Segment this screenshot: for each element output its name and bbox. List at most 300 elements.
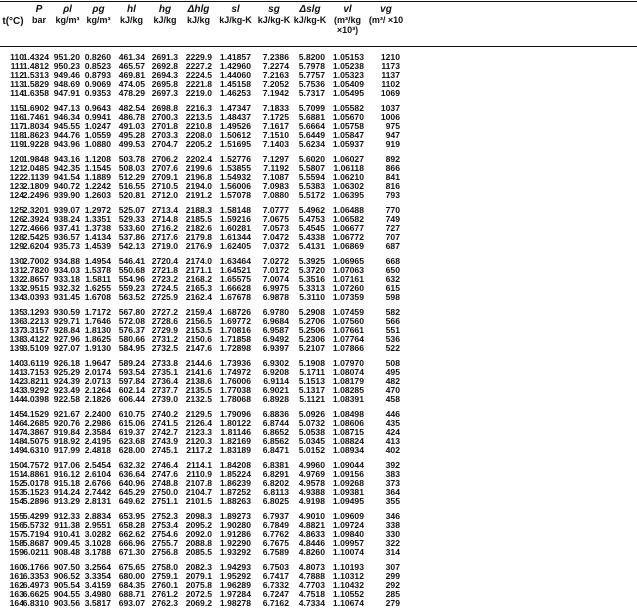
table-cell: 1.87252 [219, 487, 251, 498]
table-cell: 4.7703 [298, 580, 325, 591]
table-cell: 892 [385, 154, 400, 164]
table-cell: 491.03 [118, 121, 145, 132]
table-cell: 2755.7 [151, 538, 178, 549]
temperature-cell: 148 [9, 436, 24, 447]
table-cell: 1.47347 [219, 103, 251, 113]
table-cell: 2210.8 [185, 121, 212, 132]
table-cell: 458 [385, 394, 400, 405]
table-cell: 1.08934 [332, 445, 364, 456]
table-cell: 4.8633 [298, 529, 325, 540]
temperature-cell: 138 [9, 334, 24, 345]
table-cell: 1.66628 [219, 283, 251, 294]
table-cell: 636.64 [118, 469, 145, 480]
table-cell: 435 [385, 418, 400, 429]
table-cell: 866 [385, 163, 400, 174]
table-cell: 907.50 [53, 562, 80, 572]
table-cell: 6.9780 [262, 307, 289, 317]
column-header [291, 5, 329, 25]
table-cell: 1.10432 [332, 580, 364, 591]
table-cell: 1.05323 [332, 70, 364, 81]
table-cell: 2695.8 [151, 79, 178, 90]
temperature-cell: 125 [9, 205, 24, 215]
table-cell: 944.76 [53, 130, 80, 141]
table-cell: 2.6104 [84, 469, 111, 480]
table-cell: 5.3925 [298, 256, 325, 266]
table-cell: 2069.2 [185, 598, 212, 608]
temperature-cell: 151 [9, 469, 24, 480]
table-cell: 1.05153 [332, 52, 364, 62]
table-cell: 2.4666 [22, 223, 49, 234]
table-cell: 1.3351 [84, 214, 111, 225]
table-cell: 7.2274 [262, 61, 289, 72]
table-cell: 3.1788 [84, 547, 111, 558]
table-cell: 680.00 [118, 571, 145, 582]
table-cell: 2095.2 [185, 520, 212, 531]
table-cell: 3.3157 [22, 325, 49, 336]
table-cell: 6.1766 [22, 562, 49, 572]
table-cell: 1.7461 [22, 112, 49, 123]
table-cell: 1.09268 [332, 478, 364, 489]
table-cell: 1.61344 [219, 232, 251, 243]
table-cell: 1006 [380, 112, 400, 123]
table-cell: 920.76 [53, 418, 80, 429]
table-cell: 5.6881 [298, 112, 325, 123]
table-cell: 1.05495 [332, 88, 364, 99]
table-cell: 1.6902 [22, 103, 49, 113]
table-cell: 5.4962 [298, 205, 325, 215]
table-cell: 2162.4 [185, 292, 212, 303]
table-cell: 2.7820 [22, 265, 49, 276]
temperature-cell: 120 [9, 154, 24, 164]
table-cell: 542.13 [118, 241, 145, 252]
table-cell: 6.8113 [263, 487, 289, 498]
column-unit: kJ/kg [119, 15, 143, 25]
table-cell: 628.00 [118, 445, 145, 456]
table-cell: 5.3516 [298, 274, 325, 285]
table-cell: 910.41 [53, 529, 80, 540]
column-unit: kg/m³ [55, 15, 80, 25]
table-cell: 6.9878 [262, 292, 289, 303]
table-cell: 7.2052 [262, 79, 289, 90]
table-cell: 6.7675 [262, 538, 289, 549]
table-cell: 707 [385, 232, 400, 243]
column-header [25, 5, 53, 25]
temperature-cell: 144 [9, 394, 24, 405]
temperature-cell: 154 [9, 496, 24, 507]
table-cell: 5.4338 [298, 232, 325, 243]
table-cell: 7.0880 [262, 190, 289, 201]
temperature-cell: 152 [9, 478, 24, 489]
table-cell: 2194.0 [185, 181, 212, 192]
temperature-cell: 164 [9, 598, 24, 608]
temperature-cell: 135 [9, 307, 24, 317]
temperature-cell: 146 [9, 418, 24, 429]
table-cell: 915.18 [53, 478, 80, 489]
table-cell: 1.80122 [219, 418, 251, 429]
table-cell: 606.44 [118, 394, 145, 405]
table-cell: 1.06118 [333, 163, 364, 174]
table-cell: 6.7589 [262, 547, 289, 558]
table-cell: 1.58148 [219, 205, 251, 215]
table-cell: 1.9647 [84, 358, 111, 368]
table-cell: 6.8381 [262, 460, 289, 470]
table-cell: 1.08074 [332, 367, 364, 378]
table-cell: 2.1139 [23, 172, 49, 183]
table-cell: 4.9578 [298, 478, 325, 489]
temperature-cell: 129 [9, 241, 24, 252]
table-cell: 3.0282 [84, 529, 111, 540]
table-cell: 2182.6 [185, 223, 212, 234]
table-row [0, 547, 637, 557]
table-cell: 1.5811 [85, 274, 111, 285]
temperature-cell: 162 [9, 580, 24, 591]
table-cell: 4.8446 [298, 538, 325, 549]
table-cell: 1.1545 [84, 163, 111, 174]
table-cell: 1.95292 [219, 571, 251, 582]
table-cell: 3.7153 [22, 367, 49, 378]
table-cell: 7.2163 [262, 70, 289, 81]
table-cell: 551 [385, 325, 400, 336]
temperature-column-label: t(°C) [2, 16, 24, 27]
table-cell: 6.4973 [22, 580, 49, 591]
table-cell: 916.12 [53, 469, 80, 480]
table-cell: 2219.0 [185, 88, 212, 99]
table-cell: 1.72898 [219, 343, 251, 354]
temperature-cell: 156 [9, 520, 24, 531]
table-cell: 2191.2 [185, 190, 212, 201]
table-cell: 5.7194 [22, 529, 49, 540]
table-cell: 4.7888 [298, 571, 325, 582]
table-cell: 2753.4 [151, 520, 178, 531]
table-cell: 2171.1 [185, 265, 212, 276]
table-cell: 939.07 [53, 205, 80, 215]
temperature-cell: 132 [9, 274, 24, 285]
table-row [0, 241, 637, 251]
table-cell: 474.05 [118, 79, 145, 90]
table-cell: 932.32 [53, 283, 80, 294]
table-cell: 6.9302 [262, 358, 289, 368]
table-cell: 6.7332 [262, 580, 289, 591]
table-cell: 2731.2 [151, 334, 178, 345]
table-cell: 2075.8 [185, 580, 212, 591]
table-cell: 3.4980 [84, 589, 111, 600]
table-cell: 2724.5 [151, 283, 178, 294]
table-cell: 338 [385, 520, 400, 531]
table-cell: 2725.9 [151, 292, 178, 303]
table-cell: 383 [385, 469, 400, 480]
table-cell: 4.8260 [298, 547, 325, 558]
table-cell: 6.9114 [263, 376, 289, 387]
table-cell: 5.6449 [298, 130, 325, 141]
table-row [0, 394, 637, 404]
table-cell: 2129.5 [185, 409, 212, 419]
table-cell: 925.29 [53, 367, 80, 378]
table-cell: 4.9960 [298, 460, 325, 470]
table-cell: 6.8291 [262, 469, 289, 480]
table-cell: 1.09495 [332, 496, 364, 507]
table-cell: 2082.3 [185, 562, 212, 572]
table-cell: 3.3354 [84, 571, 111, 582]
table-cell: 943.16 [53, 154, 80, 164]
table-cell: 1.3738 [84, 223, 111, 234]
temperature-cell: 128 [9, 232, 24, 243]
table-cell: 6.7849 [262, 520, 289, 531]
table-cell: 7.1725 [262, 112, 289, 123]
table-cell: 1.70816 [219, 325, 251, 336]
table-cell: 2732.5 [151, 343, 178, 354]
table-cell: 931.45 [53, 292, 80, 303]
table-cell: 1.9848 [22, 154, 49, 164]
table-cell: 939.90 [53, 190, 80, 201]
temperature-cell: 122 [9, 172, 24, 183]
table-cell: 1137 [381, 70, 400, 81]
temperature-cell: 163 [9, 589, 24, 600]
table-cell: 2754.6 [151, 529, 178, 540]
table-cell: 904.55 [53, 589, 80, 600]
table-cell: 1.64521 [219, 265, 251, 276]
table-cell: 942.35 [53, 163, 80, 174]
table-cell: 1.1208 [84, 154, 111, 164]
table-cell: 446 [385, 409, 400, 419]
table-cell: 917.06 [53, 460, 80, 470]
table-cell: 632 [385, 274, 400, 285]
temperature-cell: 153 [9, 487, 24, 498]
temperature-cell: 133 [9, 283, 24, 294]
temperature-cell: 112 [10, 70, 24, 81]
table-cell: 2229.9 [185, 52, 212, 62]
table-cell: 1.5378 [84, 265, 111, 276]
column-symbol: sg [268, 4, 280, 15]
table-cell: 0.9941 [84, 112, 111, 123]
table-cell: 1.06395 [332, 190, 364, 201]
table-cell: 279 [385, 598, 400, 608]
column-unit: kJ/kg [186, 15, 210, 25]
table-cell: 1.08285 [332, 385, 364, 396]
table-cell: 619.37 [118, 427, 145, 438]
table-cell: 1173 [381, 61, 400, 72]
table-cell: 2110.9 [186, 469, 212, 480]
temperature-cell: 157 [9, 529, 24, 540]
table-cell: 566 [385, 316, 400, 327]
table-cell: 2.9515 [22, 283, 49, 294]
table-cell: 402 [385, 445, 400, 456]
table-cell: 2199.6 [185, 163, 212, 174]
column-header [148, 5, 182, 25]
table-cell: 598 [385, 292, 400, 303]
table-cell: 7.0777 [262, 205, 289, 215]
table-cell: 392 [385, 460, 400, 470]
table-cell: 1.08824 [332, 436, 364, 447]
temperature-cell: 116 [10, 112, 24, 123]
table-cell: 2751.1 [151, 496, 178, 507]
table-cell: 2759.1 [151, 571, 178, 582]
table-cell: 927.07 [53, 343, 80, 354]
table-cell: 2.1826 [84, 394, 111, 405]
table-cell: 949.46 [53, 70, 80, 81]
table-cell: 2.8657 [22, 274, 49, 285]
table-cell: 307 [385, 562, 400, 572]
table-cell: 576.37 [118, 325, 145, 336]
column-unit: kJ/kg-K [219, 15, 252, 25]
table-row [0, 88, 637, 98]
table-cell: 3.2213 [22, 316, 49, 327]
column-header [255, 5, 293, 25]
table-cell: 906.52 [53, 571, 80, 582]
table-cell: 2694.3 [151, 70, 178, 81]
table-cell: 5.1317 [298, 385, 325, 396]
table-cell: 948.69 [53, 79, 80, 90]
temperature-cell: 141 [9, 367, 24, 378]
table-cell: 1.2242 [84, 181, 111, 192]
table-cell: 1.1889 [84, 172, 111, 183]
table-cell: 1.92290 [219, 538, 251, 549]
table-cell: 1.63464 [219, 256, 251, 266]
table-cell: 2760.1 [151, 580, 178, 591]
table-cell: 688.71 [118, 589, 145, 600]
table-cell: 5.0732 [298, 418, 325, 429]
table-cell: 1210 [380, 52, 400, 62]
temperature-cell: 110 [10, 52, 24, 62]
table-cell: 1.10193 [332, 562, 364, 572]
table-cell: 5.3313 [298, 283, 325, 294]
table-cell: 1.98278 [219, 598, 251, 608]
table-cell: 2.7002 [22, 256, 49, 266]
table-cell: 6.9397 [262, 343, 289, 354]
table-cell: 2761.2 [151, 589, 178, 600]
table-cell: 947.91 [53, 88, 80, 99]
table-cell: 793 [385, 190, 400, 201]
table-cell: 2.5454 [84, 460, 111, 470]
table-cell: 3.6119 [23, 358, 49, 368]
column-header [368, 5, 404, 25]
column-header [51, 5, 84, 25]
table-cell: 2736.4 [151, 376, 178, 387]
table-cell: 2196.8 [185, 172, 212, 183]
table-cell: 770 [385, 205, 400, 215]
table-cell: 1.57078 [219, 190, 251, 201]
temperature-cell: 117 [10, 121, 24, 132]
table-cell: 2079.1 [185, 571, 212, 582]
table-cell: 927.96 [53, 334, 80, 345]
table-cell: 7.0573 [262, 223, 289, 234]
table-cell: 1.45158 [219, 79, 251, 90]
column-symbol: vl [343, 4, 352, 15]
table-cell: 917.99 [53, 445, 80, 456]
table-cell: 346 [385, 511, 400, 521]
table-cell: 615 [385, 283, 400, 294]
table-cell: 465.57 [118, 61, 145, 72]
table-cell: 909.45 [53, 538, 80, 549]
table-cell: 1.67678 [219, 292, 251, 303]
table-cell: 520.81 [118, 190, 145, 201]
table-cell: 5.2107 [298, 343, 325, 354]
table-cell: 0.8793 [84, 70, 111, 81]
table-cell: 1.07063 [332, 265, 364, 276]
table-cell: 930.59 [53, 307, 80, 317]
table-cell: 5.1908 [298, 358, 325, 368]
table-cell: 299 [385, 571, 400, 582]
temperature-cell: 113 [10, 79, 24, 90]
table-cell: 7.1192 [263, 163, 289, 174]
table-cell: 1.86239 [219, 478, 251, 489]
table-cell: 7.1510 [262, 130, 289, 141]
table-cell: 2185.5 [185, 214, 212, 225]
table-cell: 2745.1 [151, 445, 178, 456]
table-cell: 2716.2 [151, 223, 178, 234]
table-cell: 4.7334 [298, 598, 325, 608]
column-symbol: ρg [92, 4, 105, 15]
table-cell: 5.0152 [298, 445, 325, 456]
table-cell: 2.2400 [84, 409, 111, 419]
table-cell: 2727.2 [151, 307, 178, 317]
table-cell: 2153.5 [185, 325, 212, 336]
table-cell: 4.8073 [298, 562, 325, 572]
table-cell: 5.7099 [298, 103, 325, 113]
table-cell: 905.54 [53, 580, 80, 591]
table-cell: 5.4131 [298, 241, 325, 252]
table-cell: 5.0178 [22, 478, 49, 489]
table-cell: 940.72 [53, 181, 80, 192]
table-cell: 5.2506 [298, 325, 325, 336]
table-cell: 2701.8 [151, 121, 178, 132]
table-cell: 1.0247 [84, 121, 111, 132]
table-cell: 2.7442 [84, 487, 111, 498]
table-cell: 2132.5 [185, 394, 212, 405]
table-cell: 1.82169 [219, 436, 251, 447]
table-cell: 1.0559 [84, 130, 111, 141]
table-cell: 1.06869 [332, 241, 364, 252]
temperature-cell: 150 [9, 460, 24, 470]
table-cell: 6.9975 [262, 283, 289, 294]
table-cell: 632.32 [118, 460, 145, 470]
table-cell: 2700.3 [151, 112, 178, 123]
table-cell: 6.8836 [262, 409, 289, 419]
table-cell: 2709.1 [151, 172, 178, 183]
table-cell: 7.0675 [262, 214, 289, 225]
table-cell: 5.1523 [22, 487, 49, 498]
table-cell: 2144.6 [185, 358, 212, 368]
table-cell: 914.24 [53, 487, 80, 498]
table-cell: 1.6708 [84, 292, 111, 303]
table-cell: 1.07970 [332, 358, 364, 368]
table-cell: 623.68 [118, 436, 145, 447]
table-cell: 1.10674 [332, 598, 364, 608]
table-cell: 2710.5 [151, 181, 178, 192]
table-cell: 2.1264 [84, 385, 111, 396]
table-cell: 4.9769 [298, 469, 325, 480]
table-cell: 1.60281 [219, 223, 251, 234]
table-cell: 693.07 [118, 598, 145, 608]
table-cell: 1.5313 [22, 70, 49, 81]
table-cell: 7.1297 [262, 154, 289, 164]
table-cell: 2123.3 [185, 427, 212, 438]
table-cell: 1.81146 [220, 427, 251, 438]
table-cell: 4.0398 [22, 394, 49, 405]
table-cell: 2.8834 [84, 511, 111, 521]
table-cell: 2747.6 [151, 469, 178, 480]
table-cell: 1.48437 [219, 112, 251, 123]
table-cell: 550.68 [118, 265, 145, 276]
table-cell: 4.6310 [22, 445, 49, 456]
table-cell: 1.68726 [219, 307, 251, 317]
table-cell: 653.95 [118, 511, 145, 521]
table-cell: 1.78068 [219, 394, 251, 405]
table-cell: 1.50612 [219, 130, 251, 141]
table-cell: 1.85224 [219, 469, 251, 480]
table-cell: 580.66 [118, 334, 145, 345]
table-cell: 5.0926 [298, 409, 325, 419]
table-cell: 3.9292 [22, 385, 49, 396]
